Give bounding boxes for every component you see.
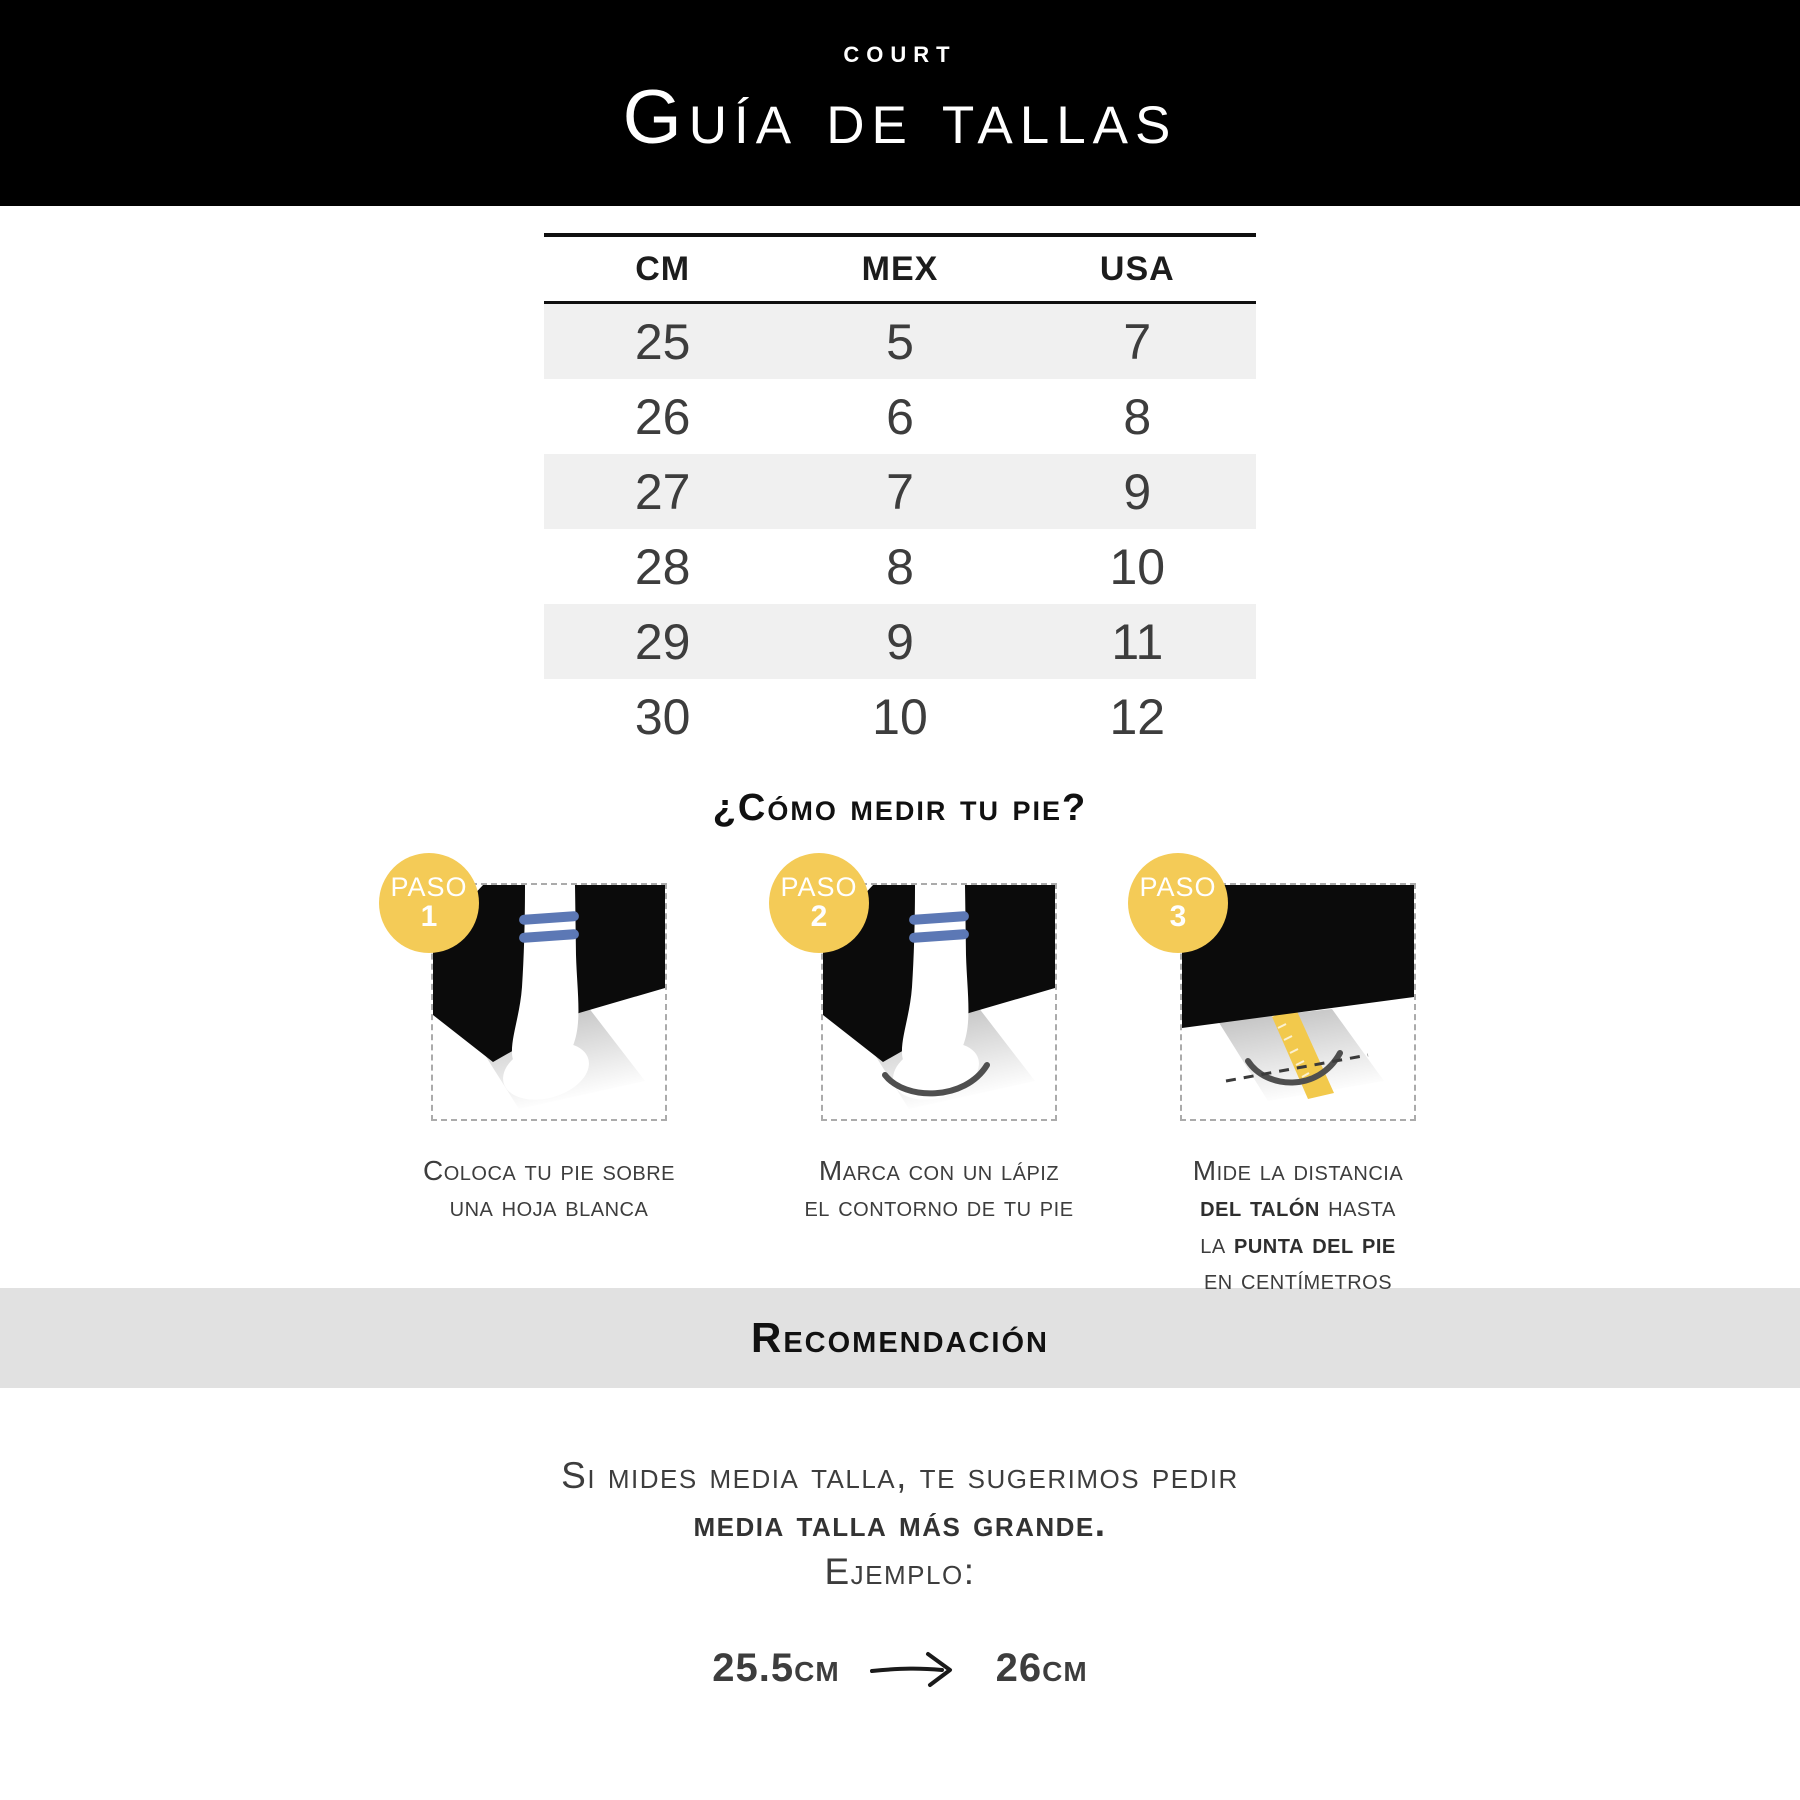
- step-3: [1138, 852, 1458, 1299]
- table-row: [544, 454, 1256, 529]
- cell-cm: 27: [634, 463, 691, 520]
- caption-bold: del talón: [1200, 1191, 1320, 1223]
- right-arrow-icon: [868, 1649, 968, 1689]
- cell-cm: 25: [634, 313, 691, 370]
- hero-header: [0, 0, 1800, 206]
- table-header-row: [544, 233, 1256, 304]
- step-3-caption: [1138, 1153, 1458, 1299]
- cell-mex: 9: [886, 613, 914, 670]
- advice-line-1: Si mides media talla, te sugerimos pedir: [561, 1455, 1239, 1496]
- caption-line: el contorno de tu pie: [804, 1191, 1074, 1223]
- how-to-measure-title: ¿Cómo medir tu pie?: [712, 787, 1088, 829]
- badge-number: 3: [1169, 900, 1187, 934]
- cell-mex: 6: [886, 388, 914, 445]
- caption-line: hasta: [1319, 1191, 1396, 1223]
- paso-3-badge: [1128, 853, 1228, 953]
- caption-line: la: [1200, 1227, 1235, 1259]
- caption-line: Coloca tu pie sobre: [423, 1155, 675, 1186]
- cell-usa: 7: [1123, 313, 1152, 370]
- size-table: [544, 233, 1256, 754]
- advice-line-2: [0, 1500, 1800, 1548]
- advice-line-3: Ejemplo:: [824, 1551, 976, 1592]
- cell-usa: 10: [1109, 538, 1166, 595]
- paso-1-badge: [379, 853, 479, 953]
- column-header-cm: CM: [635, 249, 691, 288]
- cell-mex: 5: [886, 313, 914, 370]
- cell-usa: 9: [1123, 463, 1152, 520]
- recommendation-text: [0, 1452, 1800, 1596]
- column-header-usa: USA: [1099, 249, 1175, 288]
- cell-usa: 11: [1111, 613, 1164, 670]
- cell-mex: 10: [872, 688, 928, 745]
- caption-line: Marca con un lápiz: [818, 1155, 1060, 1186]
- steps-row: [0, 852, 1800, 1296]
- badge-number: 1: [420, 900, 438, 934]
- caption-bold: punta del pie: [1234, 1227, 1396, 1259]
- table-row: [544, 679, 1256, 754]
- badge-label: PASO: [780, 872, 858, 903]
- table-row: [544, 604, 1256, 679]
- size-to: 26cm: [995, 1646, 1088, 1690]
- caption-line: Mide la distancia: [1192, 1155, 1404, 1186]
- column-header-mex: MEX: [861, 249, 939, 288]
- advice-bold: media talla más grande.: [693, 1503, 1107, 1544]
- step-2: [779, 852, 1099, 1226]
- badge-label: PASO: [390, 872, 468, 903]
- caption-line: en centímetros: [1203, 1264, 1393, 1296]
- recommendation-title: Recomendación: [750, 1314, 1049, 1361]
- step-2-caption: [779, 1153, 1099, 1226]
- cell-usa: 12: [1109, 688, 1166, 745]
- recommendation-band: [0, 1288, 1800, 1388]
- table-row: [544, 304, 1256, 379]
- caption-line: una hoja blanca: [449, 1191, 649, 1223]
- step-1-caption: [389, 1153, 709, 1226]
- table-row: [544, 529, 1256, 604]
- table-row: [544, 379, 1256, 454]
- cell-usa: 8: [1123, 388, 1152, 445]
- cell-mex: 8: [886, 538, 914, 595]
- cell-cm: 30: [634, 688, 691, 745]
- size-from: 25.5cm: [712, 1646, 840, 1690]
- cell-cm: 29: [634, 613, 691, 670]
- brand-logo: COURT: [843, 42, 957, 67]
- page-title: Guía de tallas: [622, 75, 1178, 160]
- paso-2-badge: [769, 853, 869, 953]
- example-row: [0, 1646, 1800, 1691]
- step-1: [389, 852, 709, 1226]
- badge-number: 2: [810, 900, 828, 934]
- cell-cm: 26: [634, 388, 691, 445]
- badge-label: PASO: [1139, 872, 1217, 903]
- cell-mex: 7: [886, 463, 914, 520]
- cell-cm: 28: [634, 538, 691, 595]
